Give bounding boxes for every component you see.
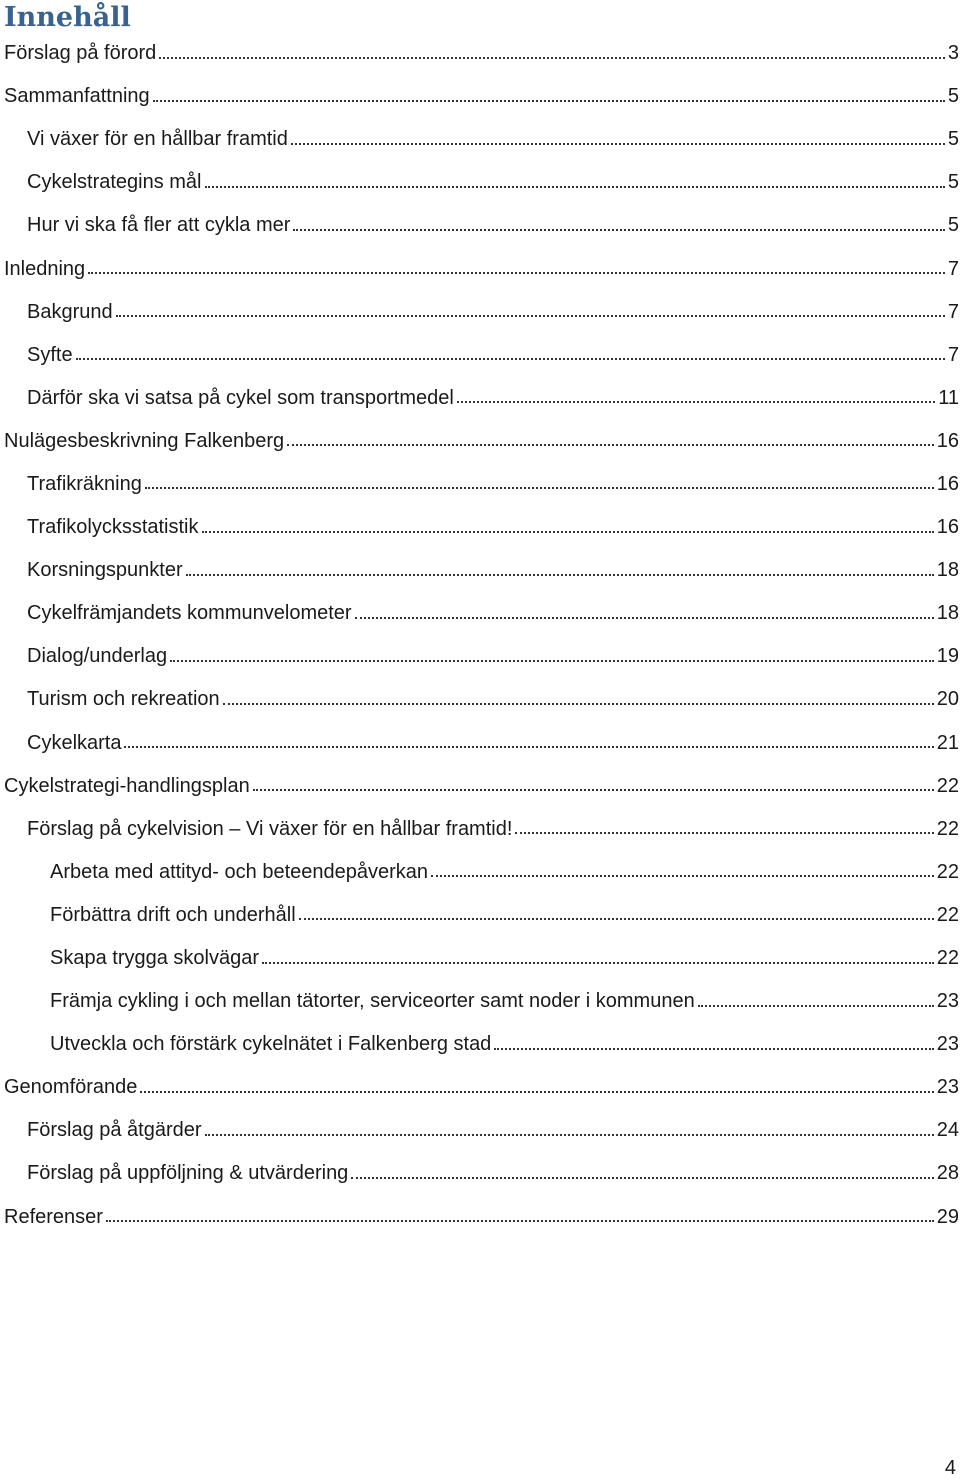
toc-entry-title: Cykelstrategins mål xyxy=(27,171,202,194)
toc-dot-leader xyxy=(76,358,945,360)
toc-entry-page: 20 xyxy=(936,688,959,711)
toc-dot-leader xyxy=(186,574,934,576)
toc-dot-leader xyxy=(153,100,945,102)
toc-entry-page: 3 xyxy=(947,42,959,65)
page-number: 4 xyxy=(944,1457,956,1479)
toc-dot-leader xyxy=(355,617,934,619)
toc-entry[interactable] xyxy=(0,1196,960,1239)
toc-dot-leader xyxy=(351,1177,933,1179)
toc-entry[interactable] xyxy=(0,32,960,75)
toc-entry-page: 22 xyxy=(936,903,959,926)
toc-entry-title: Förslag på förord xyxy=(4,42,157,65)
toc-entry-page: 22 xyxy=(936,947,959,970)
toc-entry-title: Trafikräkning xyxy=(27,472,142,495)
toc-dot-leader xyxy=(253,789,934,791)
toc-entry-title: Främja cykling i och mellan tätorter, serviceorter samt noder i kommunen xyxy=(50,990,695,1013)
toc-entry-title: Hur vi ska få fler att cykla mer xyxy=(27,214,291,237)
toc-entry[interactable] xyxy=(0,765,960,808)
toc-entry-title: Sammanfattning xyxy=(4,85,150,108)
toc-entry-page: 19 xyxy=(936,645,959,668)
toc-dot-leader xyxy=(124,746,933,748)
toc-dot-leader xyxy=(287,444,934,446)
toc-dot-leader xyxy=(116,315,945,317)
toc-entry-page: 16 xyxy=(936,429,959,452)
toc-entry-page: 5 xyxy=(947,128,959,151)
toc-entry[interactable] xyxy=(0,635,960,678)
toc-entry[interactable] xyxy=(0,75,960,118)
toc-entry-page: 23 xyxy=(936,990,959,1013)
toc-entry-title: Dialog/underlag xyxy=(27,645,168,668)
toc-entry[interactable] xyxy=(0,980,960,1023)
page-title: Innehåll xyxy=(4,2,131,33)
toc-entry-page: 18 xyxy=(936,559,959,582)
toc-dot-leader xyxy=(299,918,934,920)
toc-entry-page: 11 xyxy=(938,386,959,409)
toc-entry-title: Förslag på uppföljning & utvärdering xyxy=(27,1162,349,1185)
toc-entry-title: Bakgrund xyxy=(27,300,113,323)
toc-dot-leader xyxy=(145,487,934,489)
toc-entry[interactable] xyxy=(0,1066,960,1109)
toc-entry-page: 29 xyxy=(936,1205,959,1228)
toc-dot-leader xyxy=(223,703,934,705)
toc-entry-title: Referenser xyxy=(4,1205,103,1228)
toc-entry-page: 18 xyxy=(936,602,959,625)
toc-entry-page: 7 xyxy=(947,300,959,323)
toc-entry[interactable] xyxy=(0,1023,960,1066)
toc-dot-leader xyxy=(140,1091,933,1093)
toc-entry[interactable] xyxy=(0,678,960,721)
toc-entry-title: Cykelstrategi-handlingsplan xyxy=(4,774,250,797)
toc-entry[interactable] xyxy=(0,506,960,549)
toc-entry-page: 22 xyxy=(936,860,959,883)
toc-entry-title: Korsningspunkter xyxy=(27,559,183,582)
toc-entry[interactable] xyxy=(0,549,960,592)
toc-entry-page: 16 xyxy=(936,516,959,539)
toc-dot-leader xyxy=(159,57,945,59)
toc-entry-title: Trafikolycksstatistik xyxy=(27,516,199,539)
toc-entry[interactable] xyxy=(0,808,960,851)
toc-entry-title: Turism och rekreation xyxy=(27,688,220,711)
toc-entry[interactable] xyxy=(0,204,960,247)
toc-entry[interactable] xyxy=(0,851,960,894)
toc-dot-leader xyxy=(262,962,934,964)
toc-entry[interactable] xyxy=(0,291,960,334)
toc-dot-leader xyxy=(293,229,944,231)
toc-entry-title: Skapa trygga skolvägar xyxy=(50,947,260,970)
toc-entry-title: Arbeta med attityd- och beteendepåverkan xyxy=(50,860,429,883)
toc-dot-leader xyxy=(291,143,945,145)
toc-dot-leader xyxy=(515,832,933,834)
toc-entry-title: Genomförande xyxy=(4,1076,138,1099)
toc-entry[interactable] xyxy=(0,937,960,980)
toc-entry-title: Syfte xyxy=(27,343,73,366)
toc-entry-page: 23 xyxy=(936,1076,959,1099)
toc-dot-leader xyxy=(106,1220,934,1222)
toc-entry-page: 5 xyxy=(947,214,959,237)
toc-entry-page: 23 xyxy=(936,1033,959,1056)
toc-entry[interactable] xyxy=(0,463,960,506)
toc-entry-title: Nulägesbeskrivning Falkenberg xyxy=(4,429,285,452)
toc-entry[interactable] xyxy=(0,118,960,161)
table-of-contents xyxy=(0,32,960,1239)
toc-entry[interactable] xyxy=(0,161,960,204)
toc-entry[interactable] xyxy=(0,592,960,635)
toc-dot-leader xyxy=(457,401,935,403)
toc-dot-leader xyxy=(494,1048,933,1050)
toc-entry-page: 21 xyxy=(936,731,959,754)
toc-entry-page: 7 xyxy=(947,257,959,280)
toc-entry-page: 5 xyxy=(947,85,959,108)
toc-entry[interactable] xyxy=(0,377,960,420)
toc-dot-leader xyxy=(205,186,945,188)
toc-entry[interactable] xyxy=(0,1109,960,1152)
toc-entry[interactable] xyxy=(0,894,960,937)
toc-entry-page: 22 xyxy=(936,774,959,797)
toc-entry-title: Cykelfrämjandets kommunvelometer xyxy=(27,602,352,625)
toc-entry[interactable] xyxy=(0,1152,960,1195)
toc-dot-leader xyxy=(202,531,934,533)
toc-entry-page: 5 xyxy=(947,171,959,194)
toc-entry-page: 7 xyxy=(947,343,959,366)
toc-entry-title: Inledning xyxy=(4,257,86,280)
toc-entry[interactable] xyxy=(0,420,960,463)
toc-entry[interactable] xyxy=(0,334,960,377)
toc-entry-title: Vi växer för en hållbar framtid xyxy=(27,128,288,151)
toc-dot-leader xyxy=(170,660,934,662)
toc-entry-page: 28 xyxy=(936,1162,959,1185)
toc-dot-leader xyxy=(431,875,934,877)
toc-dot-leader xyxy=(88,272,945,274)
toc-entry-page: 16 xyxy=(936,472,959,495)
toc-entry[interactable] xyxy=(0,247,960,290)
toc-dot-leader xyxy=(698,1005,934,1007)
toc-entry-title: Cykelkarta xyxy=(27,731,122,754)
toc-entry-page: 22 xyxy=(936,817,959,840)
toc-entry-title: Förslag på cykelvision – Vi växer för en hållbar framtid! xyxy=(27,817,513,840)
toc-dot-leader xyxy=(205,1134,934,1136)
toc-entry-title: Utveckla och förstärk cykelnätet i Falkenberg stad xyxy=(50,1033,492,1056)
toc-entry-title: Därför ska vi satsa på cykel som transportmedel xyxy=(27,386,454,409)
toc-entry[interactable] xyxy=(0,722,960,765)
toc-entry-page: 24 xyxy=(936,1119,959,1142)
toc-entry-title: Förslag på åtgärder xyxy=(27,1119,202,1142)
toc-entry-title: Förbättra drift och underhåll xyxy=(50,903,296,926)
